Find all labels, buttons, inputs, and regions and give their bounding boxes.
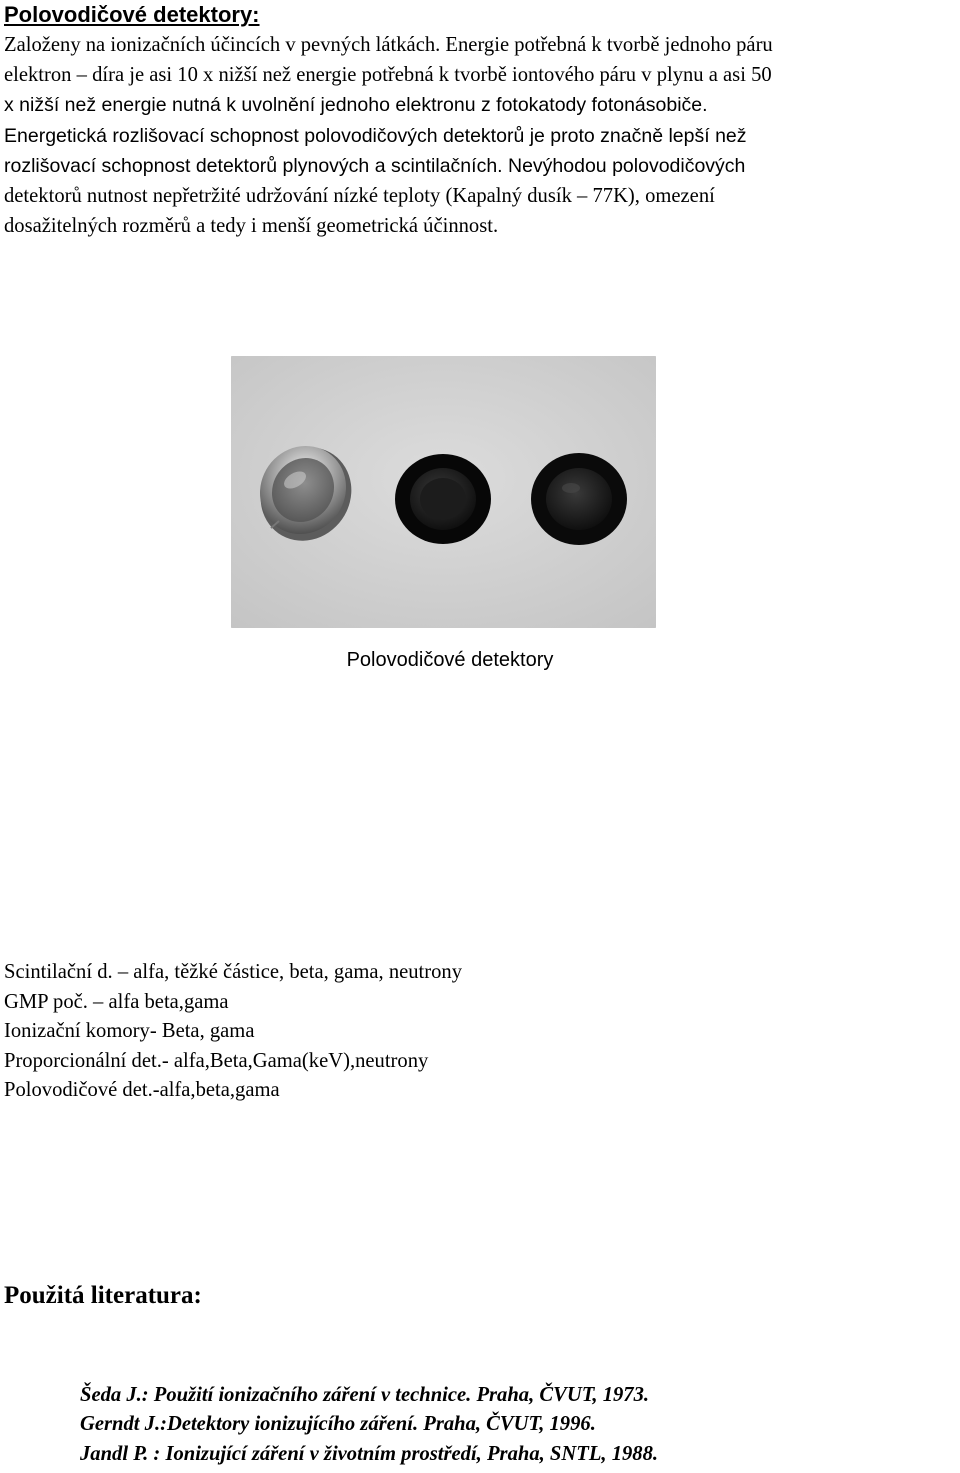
detector-list (4, 958, 462, 1106)
intro-line-4: Energetická rozlišovací schopnost polovodičových detektorů je proto značně lepší než (4, 124, 747, 147)
literature-item: Gerndt J.:Detektory ionizujícího záření. Praha, ČVUT, 1996. (80, 1413, 596, 1436)
intro-line-5: rozlišovací schopnost detektorů plynových a scintilačních. Nevýhodou polovodičových (4, 154, 746, 177)
intro-line-7: dosažitelných rozměrů a tedy i menší geometrická účinnost. (4, 215, 499, 238)
list-item: Proporcionální det.- alfa,Beta,Gama(keV),neutrony (4, 1049, 429, 1072)
list-item: Scintilační d. – alfa, těžké částice, beta, gama, neutrony (4, 961, 463, 983)
page-heading: Polovodičové detektory: (4, 2, 260, 27)
detector-middle (395, 454, 491, 544)
detector-right (531, 453, 627, 545)
intro-line-1: Založeny na ionizačních účincích v pevných látkách. Energie potřebná k tvorbě jednoho páru (4, 34, 773, 56)
intro-line-6: detektorů nutnost nepřetržité udržování nízké teploty (Kapalný dusík – 77K), omezení (4, 185, 715, 208)
list-item: Polovodičové det.-alfa,beta,gama (4, 1079, 280, 1102)
list-item: GMP poč. – alfa beta,gama (4, 990, 229, 1013)
literature-item: Šeda J.: Použití ionizačního záření v technice. Praha, ČVUT, 1973. (80, 1384, 650, 1406)
detectors-photo-drawing (231, 356, 656, 628)
list-item: Ionizační komory- Beta, gama (4, 1020, 255, 1043)
intro-line-3: x nižší než energie nutná k uvolnění jednoho elektronu z fotokatody fotonásobiče. (4, 94, 708, 117)
literature-heading: Použitá literatura: (4, 1282, 202, 1309)
literature-item: Jandl P. : Ionizující záření v životním prostředí, Praha, SNTL, 1988. (80, 1442, 659, 1465)
photo-caption: Polovodičové detektory (346, 649, 554, 671)
detectors-photo (231, 356, 656, 628)
literature-list (80, 1381, 658, 1469)
intro-paragraph (4, 30, 959, 241)
intro-line-2: elektron – díra je asi 10 x nižší než energie potřebná k tvorbě iontového páru v plynu a asi 50 (4, 64, 772, 87)
